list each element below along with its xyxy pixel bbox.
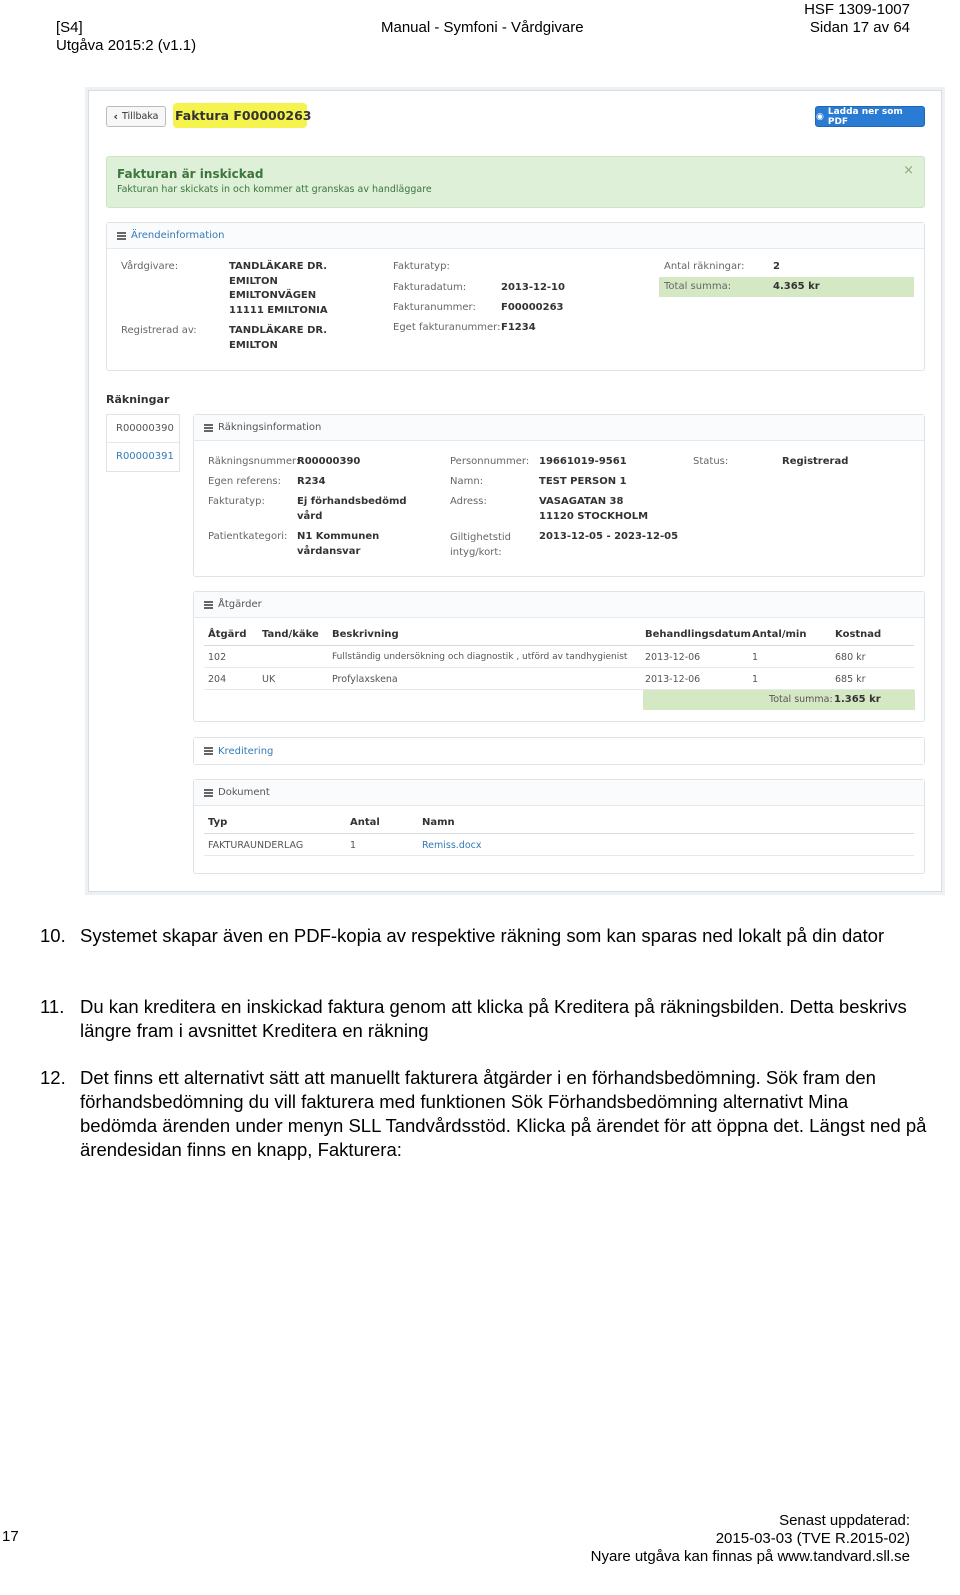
list-icon (204, 601, 213, 609)
egen-referens-value: R234 (297, 476, 326, 487)
list-icon (204, 747, 213, 755)
fakturatyp-label: Fakturatyp: (208, 496, 265, 507)
fakturadatum-label: Fakturadatum: (393, 282, 467, 293)
cell: 1 (350, 840, 357, 851)
list-item (40, 1066, 927, 1166)
case-info-heading-label: Ärendeinformation (131, 230, 225, 241)
col-header: Behandlingsdatum (645, 629, 751, 640)
adress-line: 11120 STOCKHOLM (539, 510, 649, 522)
registrerad-label: Registrerad av: (121, 325, 197, 336)
hsf-number: HSF 1309-1007 (804, 1, 910, 18)
newer-edition-note: Nyare utgåva kan finnas på www.tandvard.sll.se (590, 1548, 910, 1565)
cell: 204 (208, 674, 227, 685)
alert-title: Fakturan är inskickad (117, 167, 264, 181)
success-alert (106, 156, 925, 208)
back-button-label: Tillbaka (122, 111, 159, 122)
documents-table-header (204, 814, 914, 834)
actions-heading (194, 592, 924, 618)
doc-id: [S4] (56, 19, 83, 36)
list-text: Systemet skapar även en PDF-kopia av respektive räkning som kan sparas ned lokalt på din dator (80, 925, 885, 946)
list-text: Du kan kreditera en inskickad faktura genom att klicka på Kreditera på räkningsbilden. Detta beskrivs längre fram i avsnittet Kreditera en räkning (80, 996, 907, 1041)
list-number: 11. (40, 996, 65, 1017)
vardgivare-label: Vårdgivare: (121, 261, 179, 272)
adress-label: Adress: (450, 496, 487, 507)
namn-value: TEST PERSON 1 (539, 476, 627, 487)
cell: 1 (752, 674, 759, 685)
fakturatyp-value (297, 495, 407, 524)
bill-item[interactable]: R00000390 (116, 423, 174, 434)
fakturatyp-label: Fakturatyp: (393, 261, 450, 272)
rakningsnummer-label: Räkningsnummer: (208, 456, 300, 467)
registrerad-line: EMILTON (229, 339, 278, 351)
status-label: Status: (693, 456, 729, 467)
vardgivare-line: 11111 EMILTONIA (229, 304, 328, 316)
col-header: Namn (422, 817, 455, 828)
list-number: 12. (40, 1067, 66, 1088)
vardgivare-line: EMILTONVÄGEN (229, 290, 317, 301)
vardgivare-line: EMILTON (229, 275, 278, 287)
invoice-title: Faktura F00000263 (175, 108, 312, 123)
alert-text: Fakturan har skickats in och kommer att granskas av handläggare (117, 184, 432, 195)
giltighet-value: 2013-12-05 - 2023-12-05 (539, 531, 679, 542)
total-summa-label: Total summa: (664, 281, 732, 292)
fakturatyp-line: vård (297, 510, 323, 522)
bill-item-link[interactable]: R00000391 (116, 451, 174, 462)
documents-panel (193, 779, 925, 874)
list-number: 10. (40, 925, 66, 946)
patientkategori-label: Patientkategori: (208, 531, 288, 542)
list-item (40, 924, 920, 974)
table-row (204, 647, 914, 668)
back-button[interactable] (106, 106, 166, 127)
cell: 2013-12-06 (645, 652, 701, 663)
invoice-screenshot (88, 90, 942, 892)
personnummer-value: 19661019-9561 (539, 456, 627, 467)
giltighet-label (450, 531, 511, 560)
cell: 680 kr (835, 652, 866, 663)
documents-heading (194, 780, 924, 806)
antal-rakningar-label: Antal räkningar: (664, 261, 745, 272)
col-header: Tand/käke (262, 629, 319, 640)
eget-fakturanummer-value: F1234 (501, 322, 536, 333)
col-header: Kostnad (835, 629, 882, 640)
giltighet-label-line: Giltighetstid (450, 532, 512, 543)
updated-value: 2015-03-03 (TVE R.2015-02) (715, 1530, 910, 1547)
personnummer-label: Personnummer: (450, 456, 530, 467)
case-info-panel (106, 222, 925, 371)
credit-link[interactable] (194, 738, 924, 764)
adress-value (539, 495, 648, 524)
cell: 685 kr (835, 674, 866, 685)
credit-link-label: Kreditering (218, 745, 274, 757)
actions-panel (193, 591, 925, 722)
list-icon (204, 424, 213, 432)
list-text: Det finns ett alternativt sätt att manuellt fakturera åtgärder i en förhandsbedömning. Sök fram den förhandsbedömning du vill fakturera med funktionen Sök Förhandsbedömning alternativt Mina bedömda ärenden under menyn SLL Tandvårdsstöd. Klicka på ärendet för att öppna det. Längst ned på ärendesidan finns en knapp, Fakturera: (80, 1067, 927, 1160)
download-pdf-button[interactable] (815, 106, 925, 127)
actions-total-row (643, 690, 915, 710)
table-row (204, 835, 914, 856)
vardgivare-line: TANDLÄKARE DR. (229, 261, 328, 272)
bill-info-panel (193, 414, 925, 577)
namn-label: Namn: (450, 476, 484, 487)
cell: FAKTURAUNDERLAG (208, 840, 304, 851)
patientkategori-value (297, 530, 379, 559)
list-icon (117, 232, 126, 240)
actions-total-label: Total summa: (769, 694, 833, 705)
registrerad-value (229, 324, 327, 353)
cell: 2013-12-06 (645, 674, 701, 685)
cell: Profylaxskena (332, 674, 398, 685)
registrerad-line: TANDLÄKARE DR. (229, 325, 328, 336)
cell: Fullständig undersökning och diagnostik , utförd av tandhygienist (332, 652, 628, 662)
col-header: Antal (350, 817, 380, 828)
rakningsnummer-value: R00000390 (297, 456, 361, 467)
eget-fakturanummer-label: Eget fakturanummer: (393, 322, 501, 333)
actions-total-value: 1.365 kr (834, 694, 881, 705)
bill-info-heading (194, 415, 924, 441)
list-item (40, 995, 920, 1045)
download-pdf-label: Ladda ner som PDF (827, 106, 903, 127)
status-value: Registrerad (782, 456, 849, 467)
fakturatyp-line: Ej förhandsbedömd (297, 496, 407, 507)
edition: Utgåva 2015:2 (v1.1) (56, 37, 197, 54)
list-icon (204, 789, 213, 797)
documents-heading-label: Dokument (218, 787, 270, 798)
fakturanummer-label: Fakturanummer: (393, 302, 476, 313)
table-row (204, 669, 914, 690)
cell: 102 (208, 652, 227, 663)
updated-label: Senast uppdaterad: (779, 1512, 910, 1529)
total-summa-value: 4.365 kr (773, 281, 820, 292)
bill-info-heading-label: Räkningsinformation (218, 422, 322, 433)
bill-list (106, 414, 180, 472)
adress-line: VASAGATAN 38 (539, 496, 624, 507)
giltighet-label-line: intyg/kort: (450, 546, 502, 558)
patientkategori-line: N1 Kommunen (297, 531, 380, 542)
chevron-left-icon: ‹ (113, 110, 119, 123)
page-indicator: Sidan 17 av 64 (809, 19, 910, 36)
cell: UK (262, 674, 276, 685)
rakningar-heading: Räkningar (106, 393, 170, 406)
manual-title: Manual - Symfoni - Vårdgivare (381, 19, 584, 36)
actions-table-header (204, 626, 914, 646)
cell: 1 (752, 652, 759, 663)
col-header: Antal/min (752, 629, 807, 640)
actions-heading-label: Åtgärder (218, 599, 262, 610)
case-info-heading[interactable] (107, 223, 924, 249)
egen-referens-label: Egen referens: (208, 476, 282, 487)
col-header: Beskrivning (332, 629, 399, 640)
fakturanummer-value: F00000263 (501, 302, 564, 313)
fakturadatum-value: 2013-12-10 (501, 282, 565, 293)
credit-panel[interactable] (193, 737, 925, 765)
document-link[interactable]: Remiss.docx (422, 840, 482, 851)
close-icon[interactable]: × (903, 163, 914, 178)
page-number: 17 (2, 1528, 19, 1545)
col-header: Åtgärd (208, 629, 247, 640)
vardgivare-value (229, 260, 328, 318)
eye-icon: ◉ (816, 111, 824, 122)
patientkategori-line: vårdansvar (297, 545, 361, 557)
col-header: Typ (208, 817, 228, 828)
antal-rakningar-value: 2 (773, 261, 780, 272)
